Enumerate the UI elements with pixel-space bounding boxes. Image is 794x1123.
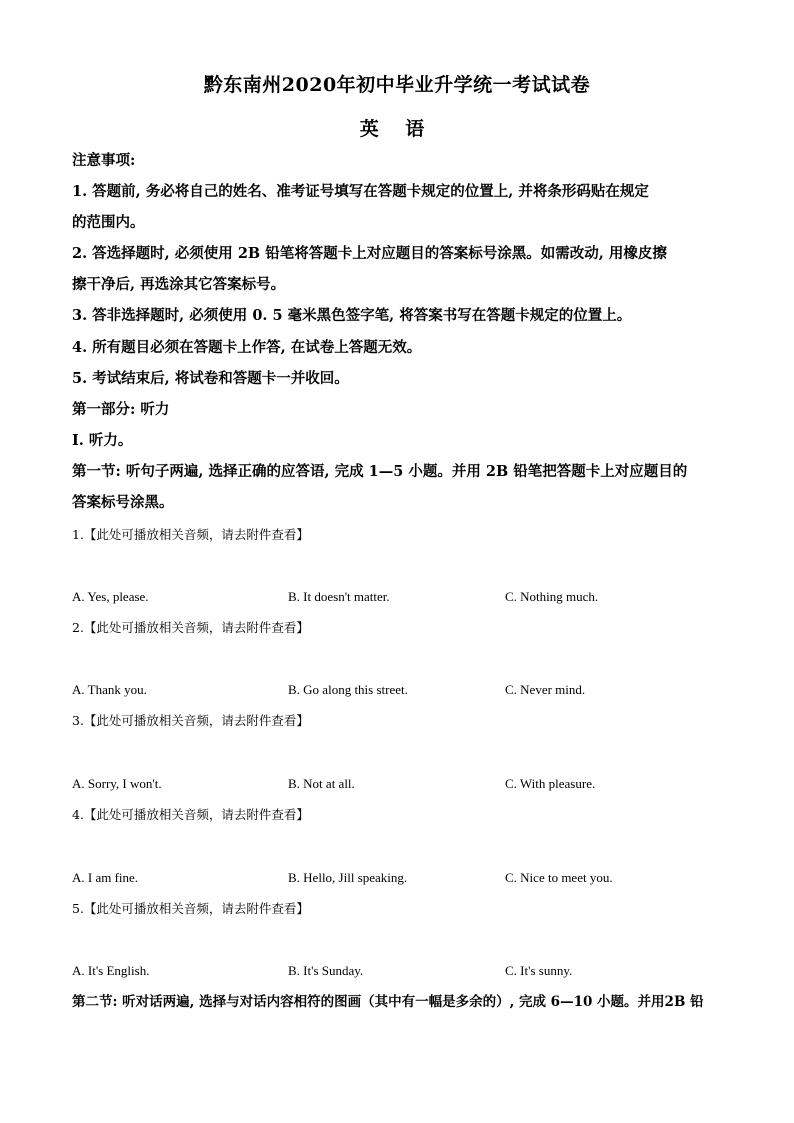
question-1-option-c: C. Nothing much. (505, 589, 599, 604)
notice-line-4: 擦干净后, 再选涂其它答案标号。 (72, 276, 286, 293)
notice-line-5: 3. 答非选择题时, 必须使用 0. 5 毫米黑色签字笔, 将答案书写在答题卡规定的位置上。 (72, 307, 632, 324)
question-3-option-a: A. Sorry, I won't. (72, 776, 162, 791)
question-4-option-c: C. Nice to meet you. (505, 870, 613, 885)
question-2-option-b: B. Go along this street. (288, 682, 408, 697)
question-2-option-a: A. Thank you. (72, 682, 147, 697)
notice-line-3: 2. 答选择题时, 必须使用 2B 铅笔将答题卡上对应题目的答案标号涂黑。如需改动, 用橡皮擦 (72, 245, 667, 262)
question-1-option-a: A. Yes, please. (72, 589, 149, 604)
question-5-option-b: B. It's Sunday. (288, 963, 364, 978)
question-5-option-a: A. It's English. (72, 963, 150, 978)
question-3-prompt: 3.【此处可播放相关音频，请去附件查看】 (72, 713, 309, 728)
question-3-option-c: C. With pleasure. (505, 776, 596, 791)
question-3-option-b: B. Not at all. (288, 776, 355, 791)
exam-title: 黔东南州2020年初中毕业升学统一考试试卷 (203, 74, 591, 96)
question-5-option-c: C. It's sunny. (505, 963, 573, 978)
notice-line-6: 4. 所有题目必须在答题卡上作答, 在试卷上答题无效。 (72, 339, 422, 356)
notice-heading: 注意事项: (72, 152, 136, 169)
section1-instruction-line-2: 答案标号涂黑。 (72, 494, 174, 511)
notice-line-7: 5. 考试结束后, 将试卷和答题卡一并收回。 (72, 370, 349, 387)
question-4-option-b: B. Hello, Jill speaking. (288, 870, 408, 885)
question-2-option-c: C. Never mind. (505, 682, 586, 697)
question-1-option-b: B. It doesn't matter. (288, 589, 390, 604)
notice-line-2: 的范围内。 (72, 214, 145, 231)
question-5-prompt: 5.【此处可播放相关音频，请去附件查看】 (72, 901, 309, 916)
question-4-option-a: A. I am fine. (72, 870, 139, 885)
question-2-prompt: 2.【此处可播放相关音频，请去附件查看】 (72, 620, 309, 635)
part1-heading: 第一部分: 听力 (72, 401, 170, 418)
listening-label: I. 听力。 (72, 432, 133, 449)
question-4-prompt: 4.【此处可播放相关音频，请去附件查看】 (72, 807, 309, 822)
subject-title: 英 语 (359, 118, 435, 140)
section1-instruction-line-1: 第一节: 听句子两遍, 选择正确的应答语, 完成 1—5 小题。并用 2B 铅笔把答题卡上对应题目的 (72, 463, 688, 480)
notice-line-1: 1. 答题前, 务必将自己的姓名、准考证号填写在答题卡规定的位置上, 并将条形码贴在规定 (72, 183, 649, 200)
question-1-prompt: 1.【此处可播放相关音频，请去附件查看】 (72, 527, 309, 542)
section2-instruction: 第二节: 听对话两遍, 选择与对话内容相符的图画（其中有一幅是多余的）, 完成 6—10 小题。并用2B 铅 (72, 994, 704, 1010)
